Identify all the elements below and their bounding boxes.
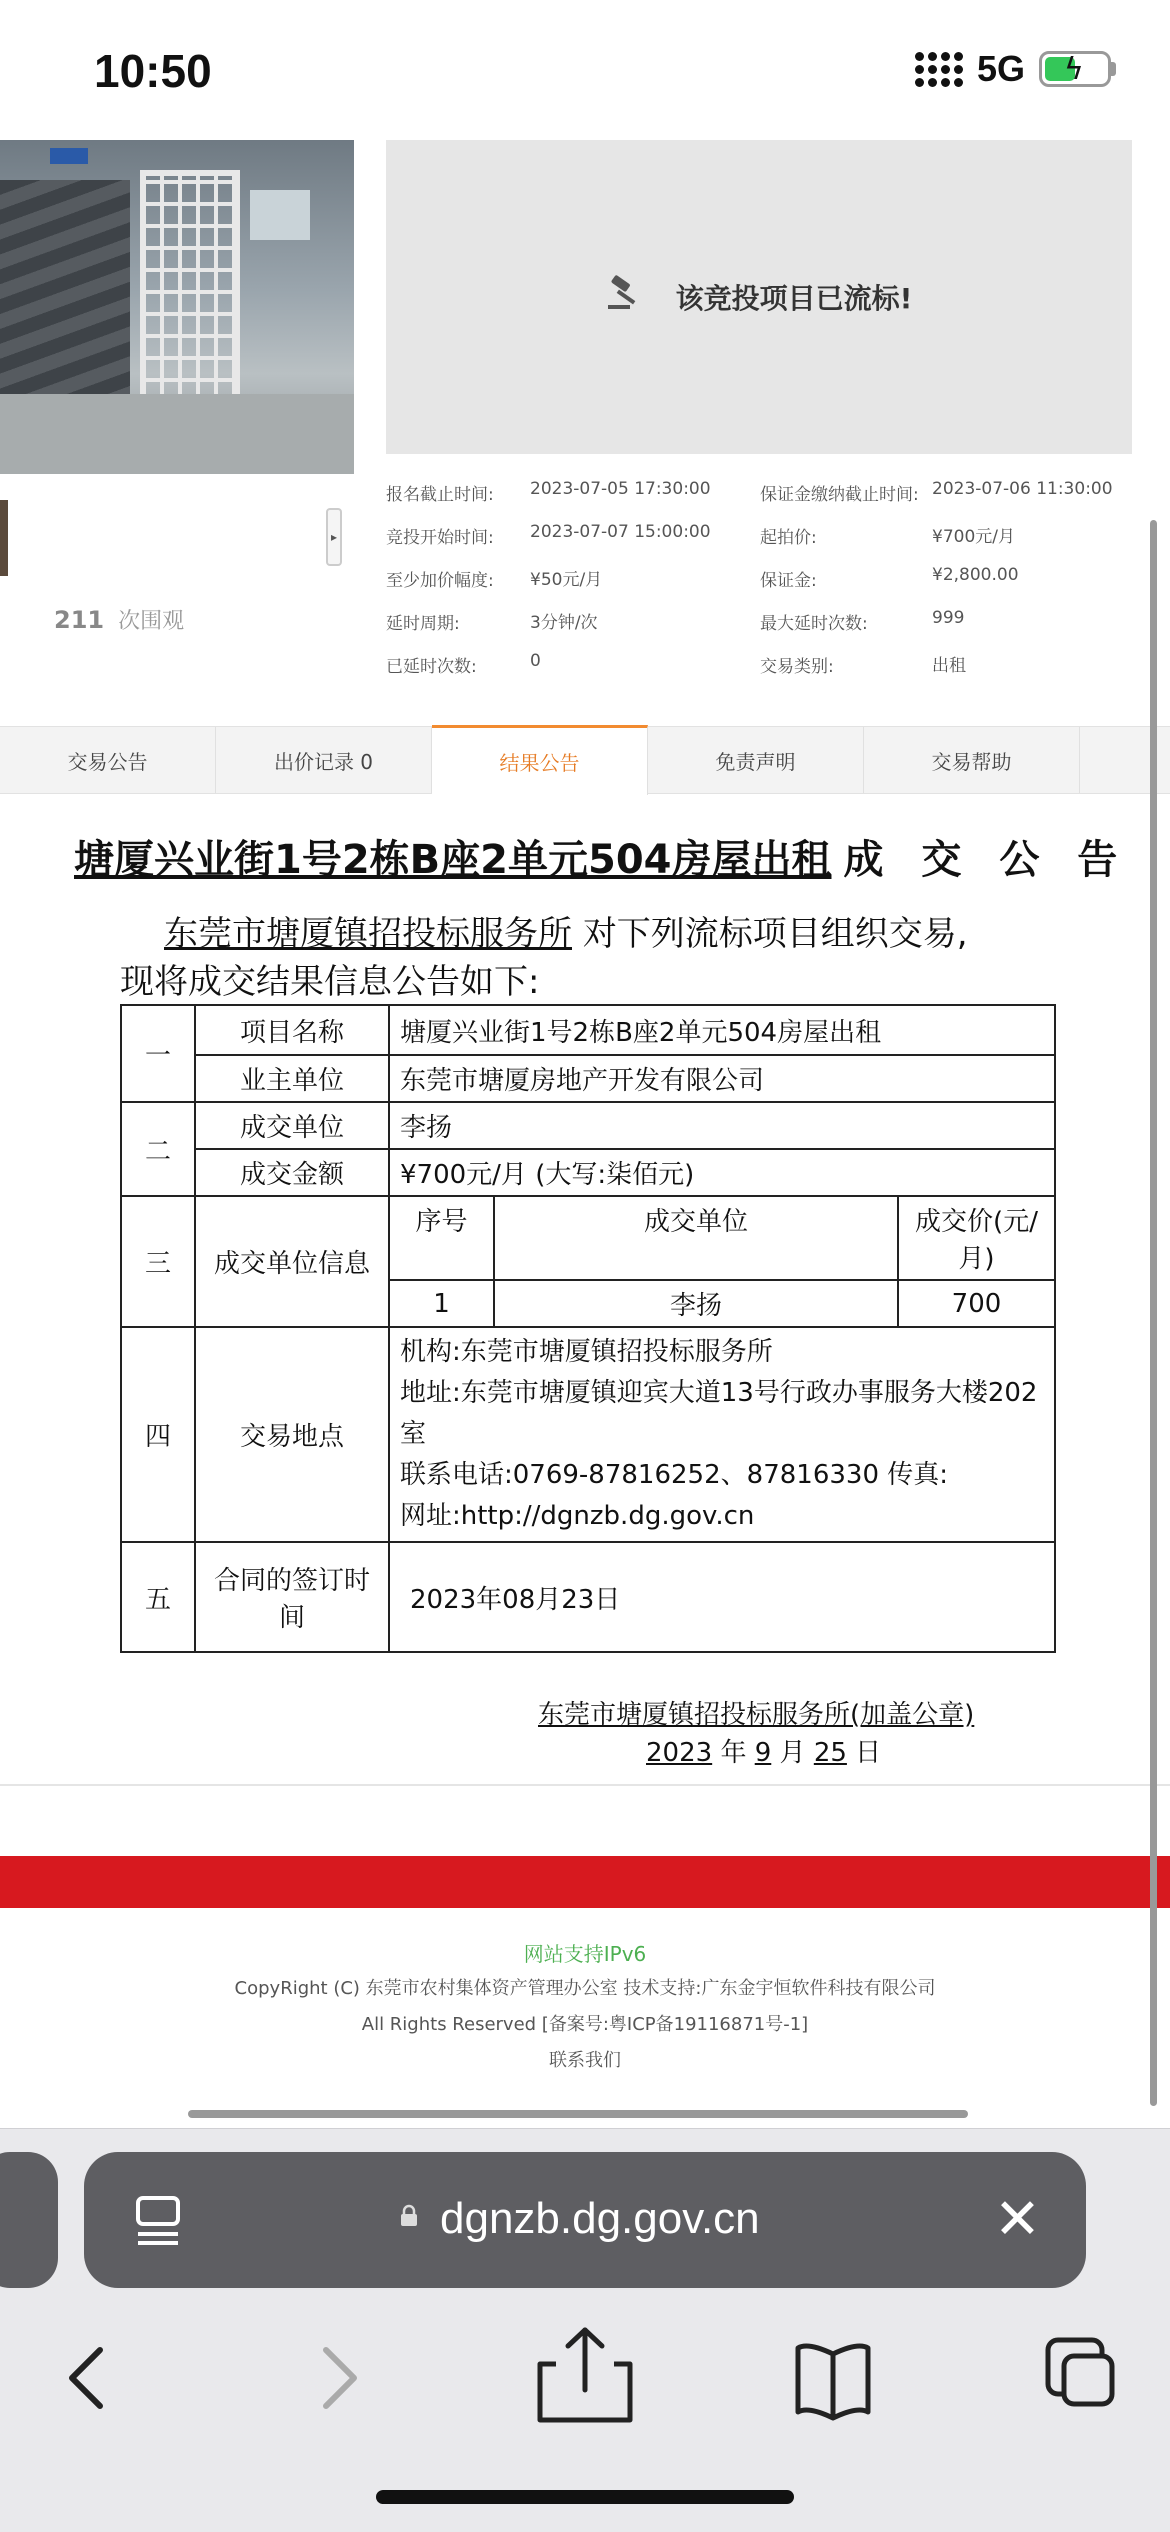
info-label: 已延时次数: [386, 657, 477, 677]
signature-org: 东莞市塘厦镇招投标服务所(加盖公章) [538, 1700, 975, 1730]
status-icons [915, 48, 1116, 90]
winner-unit: 李扬 [494, 1280, 898, 1326]
tab-result-notice[interactable]: 结果公告 [432, 725, 648, 795]
info-value: 2023-07-05 17:30:00 [530, 479, 711, 499]
tab-bid-records[interactable]: 出价记录 0 [216, 727, 432, 793]
info-value: 出租 [932, 656, 966, 676]
info-label: 至少加价幅度: [386, 571, 494, 591]
location-phone: 联系电话:0769-87816252、87816330 传真: [400, 1460, 949, 1490]
sig-year: 2023 [646, 1738, 713, 1768]
info-label: 保证金缴纳截止时间: [760, 485, 919, 505]
close-icon[interactable]: ✕ [994, 2187, 1041, 2252]
horizontal-scrollbar[interactable] [188, 2110, 968, 2118]
browser-nav-bar [0, 2320, 1170, 2430]
intro-organization: 东莞市塘厦镇招投标服务所 [164, 914, 572, 954]
announcement-intro-line2: 现将成交结果信息公告如下: [120, 962, 540, 1002]
home-indicator[interactable] [376, 2490, 794, 2504]
signature-date [646, 1732, 881, 1769]
view-count [54, 604, 184, 635]
previous-tab-pill[interactable] [0, 2152, 58, 2288]
info-label: 起拍价: [760, 528, 817, 548]
row-number: 四 [121, 1327, 195, 1542]
location-address: 地址:东莞市塘厦镇迎宾大道13号行政办事服务大楼202室 [400, 1378, 1038, 1449]
tab-bar [0, 726, 1170, 794]
info-value: ¥700元/月 [932, 527, 1015, 547]
info-label: 最大延时次数: [760, 614, 868, 634]
info-value: 2023-07-06 11:30:00 [932, 479, 1113, 499]
winner-price: 700 [898, 1280, 1054, 1326]
contact-link[interactable]: 联系我们 [549, 2050, 621, 2071]
header-price: 成交价(元/月) [898, 1197, 1054, 1280]
property-photo[interactable] [0, 140, 354, 474]
view-count-label: 次围观 [118, 609, 185, 634]
battery-icon: ϟ [1039, 51, 1111, 87]
field-value: ¥700元/月 (大写:柒佰元) [389, 1149, 1055, 1196]
tab-disclaimer[interactable]: 免责声明 [648, 727, 864, 793]
tab-trade-notice[interactable]: 交易公告 [0, 727, 216, 793]
field-label: 项目名称 [195, 1005, 389, 1055]
status-time: 10:50 [94, 45, 212, 97]
deal-table [120, 1004, 1056, 1653]
field-label: 交易地点 [195, 1327, 389, 1542]
failed-banner [386, 140, 1132, 454]
network-type: 5G [976, 48, 1025, 89]
field-value: 塘厦兴业街1号2栋B座2单元504房屋出租 [389, 1005, 1055, 1055]
intro-text: 对下列流标项目组织交易, [582, 914, 968, 954]
view-count-number: 211 [54, 606, 105, 634]
header-unit: 成交单位 [494, 1197, 898, 1280]
info-label: 报名截止时间: [386, 485, 494, 505]
field-value: 李扬 [389, 1102, 1055, 1149]
sig-day: 25 [813, 1738, 847, 1768]
sig-day-unit: 日 [855, 1738, 882, 1768]
bookmarks-icon[interactable] [798, 2346, 868, 2418]
photo-thumbnail[interactable] [0, 500, 8, 576]
field-label: 成交单位信息 [195, 1196, 389, 1327]
winner-no: 1 [390, 1280, 494, 1326]
header-no: 序号 [390, 1197, 494, 1280]
info-label: 竞投开始时间: [386, 528, 494, 548]
sig-month: 9 [754, 1738, 772, 1768]
share-icon[interactable] [540, 2330, 630, 2420]
divider [0, 1784, 1170, 1786]
vertical-scrollbar[interactable] [1150, 520, 1157, 2106]
info-value: ¥50元/月 [530, 570, 603, 590]
row-number: 三 [121, 1196, 195, 1327]
info-label: 保证金: [760, 571, 817, 591]
location-website: 网址:http://dgnzb.dg.gov.cn [400, 1501, 755, 1531]
tab-help[interactable]: 交易帮助 [864, 727, 1080, 793]
sig-year-unit: 年 [720, 1738, 747, 1768]
lock-icon [398, 2204, 420, 2226]
forward-icon[interactable] [326, 2350, 354, 2406]
footer-red-bar [0, 1856, 1170, 1908]
info-value: 2023-07-07 15:00:00 [530, 522, 711, 542]
announcement-project-name: 塘厦兴业街1号2栋B座2单元504房屋出租 [74, 837, 832, 883]
reader-icon[interactable] [136, 2196, 180, 2246]
contract-date: 2023年08月23日 [389, 1542, 1055, 1652]
info-value: 999 [932, 608, 965, 628]
url-text[interactable]: dgnzb.dg.gov.cn [440, 2194, 760, 2243]
announcement-intro [164, 906, 968, 955]
field-label: 成交单位 [195, 1102, 389, 1149]
failed-message: 该竞投项目已流标! [675, 282, 913, 315]
copyright: CopyRight (C) 东莞市农村集体资产管理办公室 技术支持:广东金宇恒软件科技有限公司 [234, 1978, 936, 1999]
info-value: ¥2,800.00 [932, 565, 1019, 585]
field-label: 合同的签订时间 [195, 1542, 389, 1652]
field-label: 成交金额 [195, 1149, 389, 1196]
rights: All Rights Reserved [备案号:粤ICP备19116871号-1] [361, 2014, 809, 2035]
info-label: 延时周期: [386, 614, 460, 634]
info-label: 交易类别: [760, 657, 834, 677]
field-label: 业主单位 [195, 1055, 389, 1102]
ipv6-badge: 网站支持IPv6 [523, 1942, 647, 1966]
field-value: 东莞市塘厦房地产开发有限公司 [389, 1055, 1055, 1102]
row-number: 一 [121, 1005, 195, 1102]
announcement-title [74, 828, 1129, 885]
sig-month-unit: 月 [779, 1738, 806, 1768]
info-value: 0 [530, 651, 541, 671]
info-value: 3分钟/次 [530, 613, 598, 633]
tabs-icon[interactable] [1048, 2340, 1112, 2404]
thumbnail-next-button[interactable]: ▸ [326, 508, 342, 566]
winner-table [390, 1197, 1054, 1326]
row-number: 二 [121, 1102, 195, 1196]
announcement-title-suffix: 成 交 公 告 [843, 837, 1130, 883]
location-organization: 机构:东莞市塘厦镇招投标服务所 [400, 1337, 773, 1367]
row-number: 五 [121, 1542, 195, 1652]
back-icon[interactable] [72, 2350, 100, 2406]
signal-icon [915, 52, 963, 87]
gavel-icon [606, 273, 652, 322]
